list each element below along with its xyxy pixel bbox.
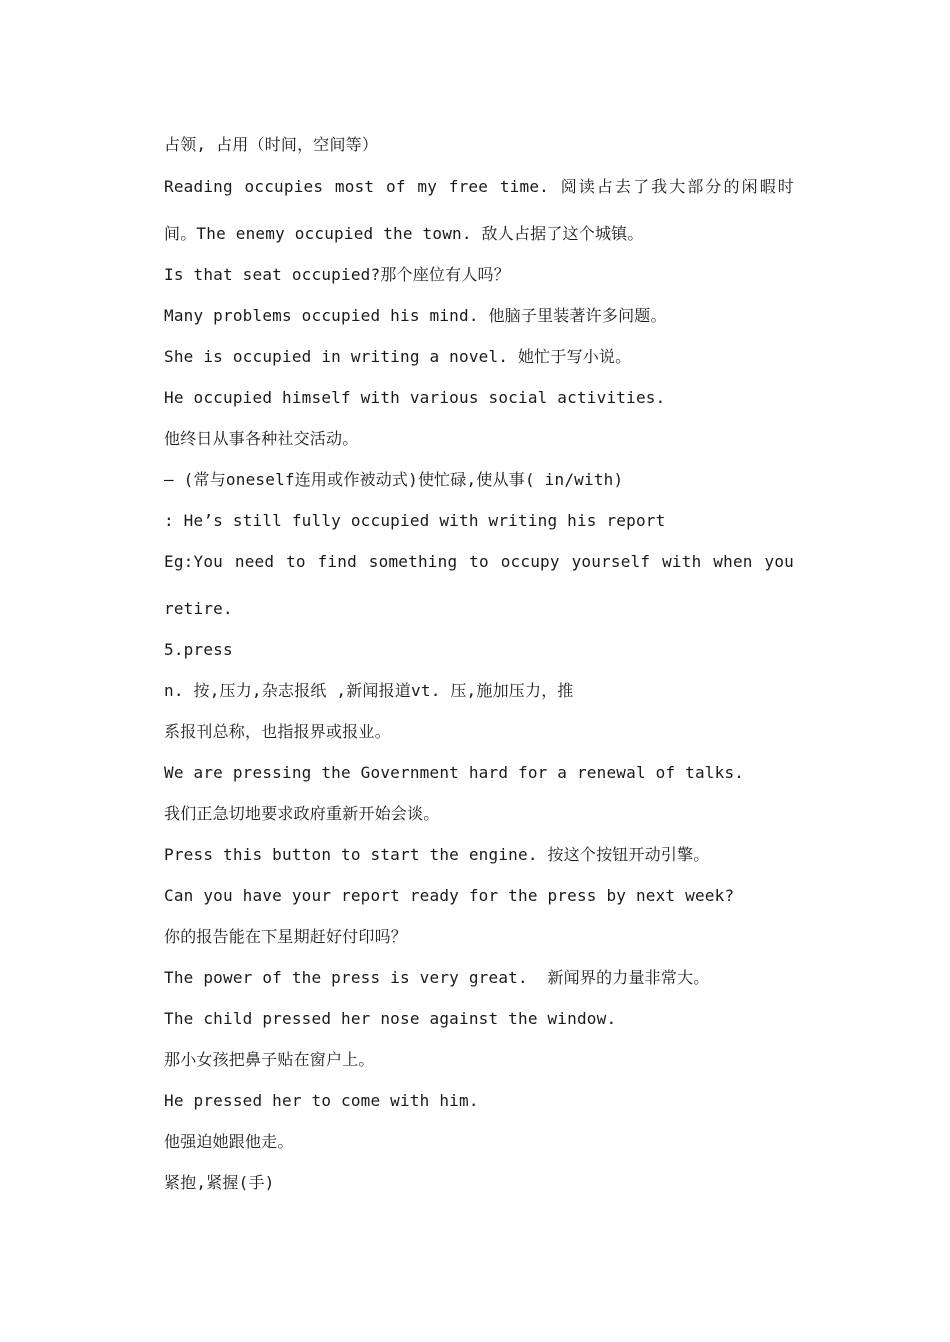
text-line: 间。The enemy occupied the town. 敌人占据了这个城镇。 (164, 224, 644, 243)
text-line: He pressed her to come with him. (164, 1091, 479, 1110)
text-line: Can you have your report ready for the press by next week? (164, 886, 735, 905)
text-line: — (常与oneself连用或作被动式)使忙碌,使从事( in/with) (164, 470, 624, 489)
text-line: retire. (164, 599, 233, 618)
text-line: 你的报告能在下星期赶好付印吗？ (164, 927, 408, 946)
text-line: 我们正急切地要求政府重新开始会谈。 (164, 804, 440, 823)
text-line: She is occupied in writing a novel. 她忙于写小说。 (164, 347, 632, 366)
text-line: 他终日从事各种社交活动。 (164, 429, 359, 448)
text-line: : He’s still fully occupied with writing his report (164, 511, 666, 530)
text-line: We are pressing the Government hard for a renewal of talks. (164, 763, 745, 782)
text-line: Eg:You need to find something to occupy yourself with when you (164, 552, 794, 571)
text-line: Is that seat occupied?那个座位有人吗？ (164, 265, 510, 284)
text-line: The child pressed her nose against the window. (164, 1009, 617, 1028)
text-line: 他强迫她跟他走。 (164, 1132, 294, 1151)
text-line: Press this button to start the engine. 按这个按钮开动引擎。 (164, 845, 710, 864)
text-line: 紧抱,紧握(手) (164, 1173, 275, 1192)
text-line: n. 按,压力,杂志报纸 ,新闻报道vt. 压,施加压力，推 (164, 681, 574, 700)
text-line: Reading occupies most of my free time. 阅读占去了我大部分的闲暇时 (164, 177, 794, 196)
text-line: 那小女孩把鼻子贴在窗户上。 (164, 1050, 375, 1069)
text-line: He occupied himself with various social activities. (164, 388, 666, 407)
text-line: The power of the press is very great. 新闻界的力量非常大。 (164, 968, 710, 987)
text-line: Many problems occupied his mind. 他脑子里装著许多问题。 (164, 306, 667, 325)
text-line: 系报刊总称，也指报界或报业。 (164, 722, 391, 741)
text-line: 占领, 占用（时间，空间等） (164, 135, 379, 154)
text-line: 5.press (164, 640, 233, 659)
